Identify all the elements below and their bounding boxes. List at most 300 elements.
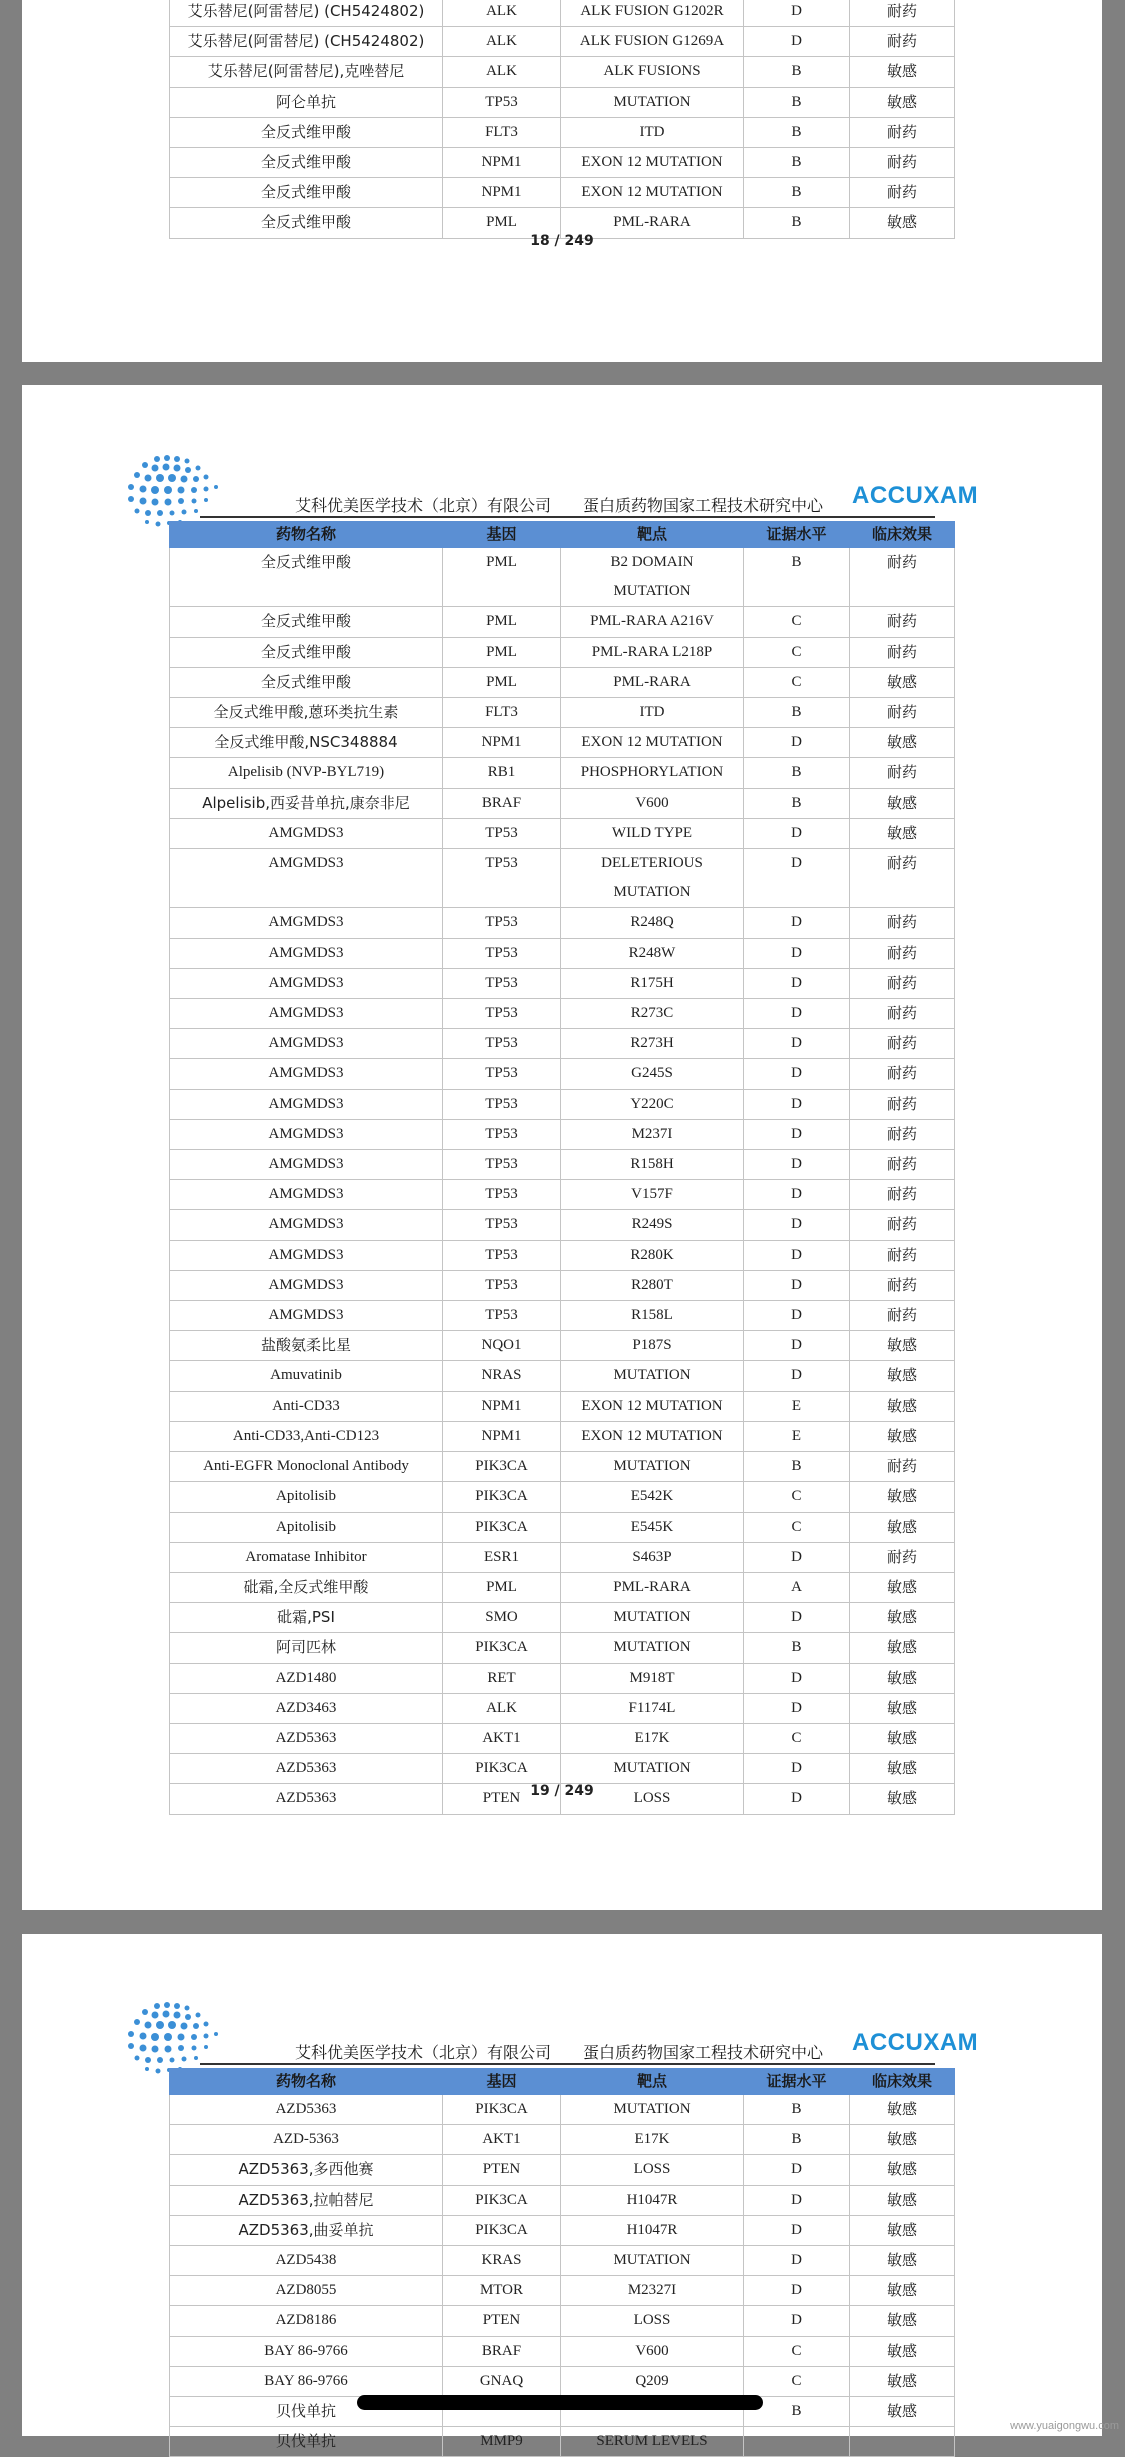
cell-drug: AMGMDS3 bbox=[170, 938, 443, 968]
cell-effect: 敏感 bbox=[850, 2125, 955, 2155]
cell-level: D bbox=[744, 27, 850, 57]
cell-gene: ALK bbox=[443, 0, 561, 27]
brand-logo-text: ACCUXAM bbox=[852, 2029, 979, 2056]
redaction-bar bbox=[357, 2395, 763, 2410]
cell-effect: 敏感 bbox=[850, 728, 955, 758]
table-row bbox=[170, 758, 955, 788]
cell-level: A bbox=[744, 1572, 850, 1602]
cell-drug: 艾乐替尼(阿雷替尼),克唑替尼 bbox=[170, 57, 443, 87]
table-header-row bbox=[170, 522, 955, 548]
table-header-row bbox=[170, 2069, 955, 2095]
cell-target: PHOSPHORYLATION bbox=[561, 758, 744, 788]
table-row bbox=[170, 1180, 955, 1210]
cell-drug: AZD8186 bbox=[170, 2306, 443, 2336]
cell-drug: Amuvatinib bbox=[170, 1361, 443, 1391]
cell-drug: AMGMDS3 bbox=[170, 1150, 443, 1180]
table-row bbox=[170, 87, 955, 117]
cell-effect: 敏感 bbox=[850, 1603, 955, 1633]
cell-target: MUTATION bbox=[561, 1603, 744, 1633]
cell-level: B bbox=[744, 1452, 850, 1482]
cell-drug: AMGMDS3 bbox=[170, 1210, 443, 1240]
cell-gene: TP53 bbox=[443, 1029, 561, 1059]
cell-drug: 盐酸氨柔比星 bbox=[170, 1331, 443, 1361]
cell-effect: 敏感 bbox=[850, 2215, 955, 2245]
cell-gene: PIK3CA bbox=[443, 1633, 561, 1663]
cell-gene: SMO bbox=[443, 1603, 561, 1633]
cell-level: D bbox=[744, 1089, 850, 1119]
cell-target: V600 bbox=[561, 2336, 744, 2366]
cell-target: ALK FUSION G1202R bbox=[561, 0, 744, 27]
cell-effect: 敏感 bbox=[850, 87, 955, 117]
table-row bbox=[170, 27, 955, 57]
cell-gene: TP53 bbox=[443, 1270, 561, 1300]
cell-effect: 敏感 bbox=[850, 1633, 955, 1663]
cell-level: D bbox=[744, 938, 850, 968]
cell-drug: 全反式维甲酸 bbox=[170, 208, 443, 238]
table-row bbox=[170, 849, 955, 908]
cell-effect bbox=[850, 2427, 955, 2457]
cell-level: D bbox=[744, 1663, 850, 1693]
cell-gene: RB1 bbox=[443, 758, 561, 788]
cell-gene: PML bbox=[443, 208, 561, 238]
table-row bbox=[170, 1633, 955, 1663]
table-row bbox=[170, 0, 955, 27]
cell-effect: 耐药 bbox=[850, 148, 955, 178]
cell-level: D bbox=[744, 0, 850, 27]
cell-effect: 敏感 bbox=[850, 2397, 955, 2427]
cell-level: D bbox=[744, 728, 850, 758]
cell-level: D bbox=[744, 818, 850, 848]
cell-drug: 全反式维甲酸 bbox=[170, 117, 443, 147]
cell-level: B bbox=[744, 2397, 850, 2427]
cell-effect: 敏感 bbox=[850, 1331, 955, 1361]
cell-level: D bbox=[744, 1361, 850, 1391]
table-row bbox=[170, 607, 955, 637]
col-header-effect: 临床效果 bbox=[850, 522, 955, 548]
cell-effect: 敏感 bbox=[850, 1421, 955, 1451]
cell-target: H1047R bbox=[561, 2185, 744, 2215]
cell-effect: 耐药 bbox=[850, 637, 955, 667]
cell-effect: 耐药 bbox=[850, 1210, 955, 1240]
cell-drug: AMGMDS3 bbox=[170, 968, 443, 998]
cell-target: ALK FUSIONS bbox=[561, 57, 744, 87]
cell-level: B bbox=[744, 548, 850, 607]
cell-effect: 耐药 bbox=[850, 1089, 955, 1119]
cell-gene: TP53 bbox=[443, 1089, 561, 1119]
cell-gene: PML bbox=[443, 607, 561, 637]
cell-effect: 耐药 bbox=[850, 968, 955, 998]
cell-effect: 敏感 bbox=[850, 1663, 955, 1693]
cell-target: R158H bbox=[561, 1150, 744, 1180]
table-row bbox=[170, 57, 955, 87]
cell-target: MUTATION bbox=[561, 2246, 744, 2276]
cell-drug: 贝伐单抗 bbox=[170, 2427, 443, 2457]
cell-gene: TP53 bbox=[443, 849, 561, 908]
cell-level: D bbox=[744, 2215, 850, 2245]
cell-target: R248Q bbox=[561, 908, 744, 938]
table-row bbox=[170, 1119, 955, 1149]
cell-target: E545K bbox=[561, 1512, 744, 1542]
header-divider bbox=[200, 2063, 935, 2065]
table-row bbox=[170, 1059, 955, 1089]
cell-effect: 敏感 bbox=[850, 818, 955, 848]
cell-level: D bbox=[744, 1180, 850, 1210]
cell-target: WILD TYPE bbox=[561, 818, 744, 848]
cell-target: EXON 12 MUTATION bbox=[561, 1421, 744, 1451]
cell-effect: 敏感 bbox=[850, 788, 955, 818]
cell-drug: 全反式维甲酸 bbox=[170, 548, 443, 607]
cell-gene: PML bbox=[443, 1572, 561, 1602]
cell-effect: 耐药 bbox=[850, 1542, 955, 1572]
table-row bbox=[170, 698, 955, 728]
cell-target: G245S bbox=[561, 1059, 744, 1089]
cell-effect: 敏感 bbox=[850, 2095, 955, 2125]
cell-target: F1174L bbox=[561, 1693, 744, 1723]
company-name-right: 蛋白质药物国家工程技术研究中心 bbox=[583, 2043, 824, 2062]
cell-effect: 敏感 bbox=[850, 57, 955, 87]
table-row bbox=[170, 1512, 955, 1542]
table-row bbox=[170, 1572, 955, 1602]
cell-target: MUTATION bbox=[561, 1754, 744, 1784]
cell-target: MUTATION bbox=[561, 1633, 744, 1663]
cell-target-line: MUTATION bbox=[613, 583, 691, 600]
table-row bbox=[170, 1361, 955, 1391]
cell-effect: 耐药 bbox=[850, 1180, 955, 1210]
col-header-level: 证据水平 bbox=[744, 2069, 850, 2095]
cell-drug: AMGMDS3 bbox=[170, 1029, 443, 1059]
cell-effect: 耐药 bbox=[850, 698, 955, 728]
cell-drug: Alpelisib,西妥昔单抗,康奈非尼 bbox=[170, 788, 443, 818]
cell-target: PML-RARA bbox=[561, 208, 744, 238]
table-row bbox=[170, 999, 955, 1029]
cell-target: MUTATION bbox=[561, 1361, 744, 1391]
page-20 bbox=[22, 1934, 1102, 2451]
cell-drug: 全反式维甲酸 bbox=[170, 148, 443, 178]
table-row bbox=[170, 2215, 955, 2245]
cell-level: E bbox=[744, 1391, 850, 1421]
table-row bbox=[170, 788, 955, 818]
cell-gene: AKT1 bbox=[443, 2125, 561, 2155]
company-name-left: 艾科优美医学技术（北京）有限公司 bbox=[295, 496, 552, 515]
cell-level: C bbox=[744, 667, 850, 697]
cell-level: D bbox=[744, 1119, 850, 1149]
company-name-right: 蛋白质药物国家工程技术研究中心 bbox=[583, 496, 824, 515]
cell-level: D bbox=[744, 2246, 850, 2276]
cell-target: SERUM LEVELS bbox=[561, 2427, 744, 2457]
cell-gene: TP53 bbox=[443, 1210, 561, 1240]
cell-effect: 敏感 bbox=[850, 2366, 955, 2396]
cell-gene: PIK3CA bbox=[443, 1482, 561, 1512]
cell-effect: 耐药 bbox=[850, 908, 955, 938]
cell-level: D bbox=[744, 849, 850, 908]
cell-gene: ALK bbox=[443, 27, 561, 57]
cell-drug: AZD-5363 bbox=[170, 2125, 443, 2155]
cell-effect: 耐药 bbox=[850, 1150, 955, 1180]
cell-level: B bbox=[744, 148, 850, 178]
cell-drug: Aromatase Inhibitor bbox=[170, 1542, 443, 1572]
cell-gene: PML bbox=[443, 548, 561, 607]
cell-drug: 艾乐替尼(阿雷替尼) (CH5424802) bbox=[170, 0, 443, 27]
cell-level: C bbox=[744, 2366, 850, 2396]
table-row bbox=[170, 1150, 955, 1180]
cell-effect: 敏感 bbox=[850, 2276, 955, 2306]
cell-drug: 阿仑单抗 bbox=[170, 87, 443, 117]
drug-table bbox=[169, 0, 955, 239]
cell-gene: TP53 bbox=[443, 1180, 561, 1210]
cell-level: B bbox=[744, 758, 850, 788]
cell-gene: PTEN bbox=[443, 1784, 561, 1814]
cell-gene: PIK3CA bbox=[443, 1754, 561, 1784]
cell-level: B bbox=[744, 178, 850, 208]
cell-level: D bbox=[744, 1059, 850, 1089]
table-row bbox=[170, 1603, 955, 1633]
page-19 bbox=[22, 385, 1102, 1910]
cell-gene: PIK3CA bbox=[443, 1452, 561, 1482]
table-row bbox=[170, 1542, 955, 1572]
cell-gene: NQO1 bbox=[443, 1331, 561, 1361]
cell-drug: AMGMDS3 bbox=[170, 1301, 443, 1331]
brand-logo-text: ACCUXAM bbox=[852, 482, 979, 509]
cell-effect: 敏感 bbox=[850, 2246, 955, 2276]
table-row bbox=[170, 1029, 955, 1059]
table-row bbox=[170, 968, 955, 998]
cell-gene: PTEN bbox=[443, 2306, 561, 2336]
table-row bbox=[170, 1391, 955, 1421]
cell-drug: AMGMDS3 bbox=[170, 818, 443, 848]
cell-effect: 耐药 bbox=[850, 938, 955, 968]
cell-level: D bbox=[744, 1210, 850, 1240]
cell-gene: PIK3CA bbox=[443, 1512, 561, 1542]
col-header-target: 靶点 bbox=[561, 522, 744, 548]
cell-effect: 耐药 bbox=[850, 999, 955, 1029]
cell-level: D bbox=[744, 1693, 850, 1723]
cell-drug: 全反式维甲酸,NSC348884 bbox=[170, 728, 443, 758]
cell-target: EXON 12 MUTATION bbox=[561, 178, 744, 208]
cell-gene: TP53 bbox=[443, 1301, 561, 1331]
cell-drug: AZD8055 bbox=[170, 2276, 443, 2306]
cell-effect: 敏感 bbox=[850, 2155, 955, 2185]
cell-target: ALK FUSION G1269A bbox=[561, 27, 744, 57]
table-row bbox=[170, 2366, 955, 2396]
cell-gene: TP53 bbox=[443, 87, 561, 117]
cell-level: D bbox=[744, 2306, 850, 2336]
cell-level: B bbox=[744, 87, 850, 117]
cell-level: D bbox=[744, 2185, 850, 2215]
cell-target: LOSS bbox=[561, 2306, 744, 2336]
cell-target: E542K bbox=[561, 1482, 744, 1512]
cell-target: PML-RARA A216V bbox=[561, 607, 744, 637]
cell-level: C bbox=[744, 1482, 850, 1512]
cell-gene: NPM1 bbox=[443, 1421, 561, 1451]
cell-gene: RET bbox=[443, 1663, 561, 1693]
page-number: 19 / 249 bbox=[530, 1783, 594, 1799]
cell-gene: TP53 bbox=[443, 1240, 561, 1270]
table-row bbox=[170, 2125, 955, 2155]
cell-drug: AMGMDS3 bbox=[170, 1089, 443, 1119]
table-row bbox=[170, 938, 955, 968]
cell-target: M918T bbox=[561, 1663, 744, 1693]
table-row bbox=[170, 1723, 955, 1753]
cell-target: PML-RARA bbox=[561, 1572, 744, 1602]
cell-gene: TP53 bbox=[443, 1059, 561, 1089]
col-header-gene: 基因 bbox=[443, 2069, 561, 2095]
cell-drug: 全反式维甲酸 bbox=[170, 178, 443, 208]
col-header-level: 证据水平 bbox=[744, 522, 850, 548]
table-row bbox=[170, 1754, 955, 1784]
cell-drug: AMGMDS3 bbox=[170, 1180, 443, 1210]
cell-level: B bbox=[744, 1633, 850, 1663]
table-row bbox=[170, 637, 955, 667]
cell-gene: TP53 bbox=[443, 968, 561, 998]
cell-drug: AMGMDS3 bbox=[170, 908, 443, 938]
cell-effect: 耐药 bbox=[850, 1270, 955, 1300]
cell-effect: 耐药 bbox=[850, 1301, 955, 1331]
cell-target: H1047R bbox=[561, 2215, 744, 2245]
cell-target: E17K bbox=[561, 1723, 744, 1753]
cell-level: B bbox=[744, 57, 850, 87]
table-row bbox=[170, 2246, 955, 2276]
cell-gene: PML bbox=[443, 637, 561, 667]
cell-gene: PIK3CA bbox=[443, 2185, 561, 2215]
cell-level: B bbox=[744, 698, 850, 728]
cell-level: E bbox=[744, 1421, 850, 1451]
cell-drug: BAY 86-9766 bbox=[170, 2336, 443, 2366]
cell-target: V157F bbox=[561, 1180, 744, 1210]
cell-drug: Anti-CD33,Anti-CD123 bbox=[170, 1421, 443, 1451]
cell-effect: 敏感 bbox=[850, 1572, 955, 1602]
cell-drug: AMGMDS3 bbox=[170, 1270, 443, 1300]
cell-drug: AMGMDS3 bbox=[170, 1119, 443, 1149]
cell-effect: 敏感 bbox=[850, 1512, 955, 1542]
table-row bbox=[170, 1421, 955, 1451]
cell-drug: AZD5363 bbox=[170, 1784, 443, 1814]
cell-drug: Anti-CD33 bbox=[170, 1391, 443, 1421]
cell-drug: AZD1480 bbox=[170, 1663, 443, 1693]
cell-level: B bbox=[744, 117, 850, 147]
cell-target: LOSS bbox=[561, 2155, 744, 2185]
cell-target: R248W bbox=[561, 938, 744, 968]
cell-target-line: B2 DOMAIN bbox=[610, 554, 694, 570]
cell-target: LOSS bbox=[561, 1784, 744, 1814]
cell-drug: Anti-EGFR Monoclonal Antibody bbox=[170, 1452, 443, 1482]
cell-drug: AZD5363,多西他赛 bbox=[170, 2155, 443, 2185]
cell-drug: AZD5363 bbox=[170, 2095, 443, 2125]
cell-gene: MTOR bbox=[443, 2276, 561, 2306]
table-body bbox=[170, 0, 955, 238]
cell-target: E17K bbox=[561, 2125, 744, 2155]
cell-target bbox=[561, 548, 744, 607]
cell-target: R175H bbox=[561, 968, 744, 998]
table-row bbox=[170, 2095, 955, 2125]
cell-gene: PIK3CA bbox=[443, 2215, 561, 2245]
cell-target: Y220C bbox=[561, 1089, 744, 1119]
cell-drug: AZD5438 bbox=[170, 2246, 443, 2276]
cell-target: EXON 12 MUTATION bbox=[561, 148, 744, 178]
cell-level: D bbox=[744, 1301, 850, 1331]
table-row bbox=[170, 117, 955, 147]
cell-gene: FLT3 bbox=[443, 698, 561, 728]
cell-drug: AZD5363 bbox=[170, 1723, 443, 1753]
cell-drug: Apitolisib bbox=[170, 1512, 443, 1542]
cell-level: D bbox=[744, 968, 850, 998]
cell-drug: 砒霜,PSI bbox=[170, 1603, 443, 1633]
table-row bbox=[170, 1693, 955, 1723]
cell-target: MUTATION bbox=[561, 1452, 744, 1482]
cell-effect: 耐药 bbox=[850, 1059, 955, 1089]
table-row bbox=[170, 818, 955, 848]
cell-target: PML-RARA L218P bbox=[561, 637, 744, 667]
cell-level: D bbox=[744, 1240, 850, 1270]
col-header-drug: 药物名称 bbox=[170, 2069, 443, 2095]
cell-drug: AZD5363 bbox=[170, 1754, 443, 1784]
cell-effect: 敏感 bbox=[850, 667, 955, 697]
cell-effect: 敏感 bbox=[850, 1754, 955, 1784]
cell-effect: 敏感 bbox=[850, 2306, 955, 2336]
cell-effect: 耐药 bbox=[850, 849, 955, 908]
table-row bbox=[170, 1452, 955, 1482]
cell-gene: AKT1 bbox=[443, 1723, 561, 1753]
cell-target: P187S bbox=[561, 1331, 744, 1361]
table-row bbox=[170, 2306, 955, 2336]
cell-drug: AZD5363,拉帕替尼 bbox=[170, 2185, 443, 2215]
cell-drug: 全反式维甲酸 bbox=[170, 667, 443, 697]
cell-gene: TP53 bbox=[443, 818, 561, 848]
cell-level: C bbox=[744, 607, 850, 637]
cell-target: M237I bbox=[561, 1119, 744, 1149]
cell-target: R280K bbox=[561, 1240, 744, 1270]
cell-level: B bbox=[744, 2125, 850, 2155]
cell-drug: AMGMDS3 bbox=[170, 849, 443, 908]
cell-effect: 敏感 bbox=[850, 1693, 955, 1723]
cell-level: D bbox=[744, 1754, 850, 1784]
table-row bbox=[170, 1331, 955, 1361]
cell-effect: 敏感 bbox=[850, 2185, 955, 2215]
cell-effect: 耐药 bbox=[850, 1029, 955, 1059]
cell-effect: 敏感 bbox=[850, 1361, 955, 1391]
cell-level: C bbox=[744, 1723, 850, 1753]
cell-gene: PTEN bbox=[443, 2155, 561, 2185]
cell-gene: MMP9 bbox=[443, 2427, 561, 2457]
table-row bbox=[170, 2276, 955, 2306]
cell-drug: 全反式维甲酸 bbox=[170, 637, 443, 667]
cell-gene: FLT3 bbox=[443, 117, 561, 147]
cell-level: C bbox=[744, 637, 850, 667]
cell-target: S463P bbox=[561, 1542, 744, 1572]
cell-effect: 耐药 bbox=[850, 1240, 955, 1270]
cell-gene: BRAF bbox=[443, 788, 561, 818]
cell-drug: AZD3463 bbox=[170, 1693, 443, 1723]
cell-drug: AZD5363,曲妥单抗 bbox=[170, 2215, 443, 2245]
cell-effect: 耐药 bbox=[850, 607, 955, 637]
cell-gene: GNAQ bbox=[443, 2366, 561, 2396]
cell-level bbox=[744, 2427, 850, 2457]
cell-drug: 全反式维甲酸 bbox=[170, 607, 443, 637]
cell-effect: 耐药 bbox=[850, 27, 955, 57]
cell-gene: NRAS bbox=[443, 1361, 561, 1391]
cell-effect: 耐药 bbox=[850, 1452, 955, 1482]
cell-effect: 耐药 bbox=[850, 548, 955, 607]
cell-level: C bbox=[744, 1512, 850, 1542]
cell-drug: AMGMDS3 bbox=[170, 999, 443, 1029]
table-row bbox=[170, 2155, 955, 2185]
cell-drug: Alpelisib (NVP-BYL719) bbox=[170, 758, 443, 788]
cell-target: MUTATION bbox=[561, 2095, 744, 2125]
cell-target: Q209 bbox=[561, 2366, 744, 2396]
cell-target: R158L bbox=[561, 1301, 744, 1331]
cell-target: R273H bbox=[561, 1029, 744, 1059]
cell-level: D bbox=[744, 1270, 850, 1300]
cell-target: EXON 12 MUTATION bbox=[561, 1391, 744, 1421]
